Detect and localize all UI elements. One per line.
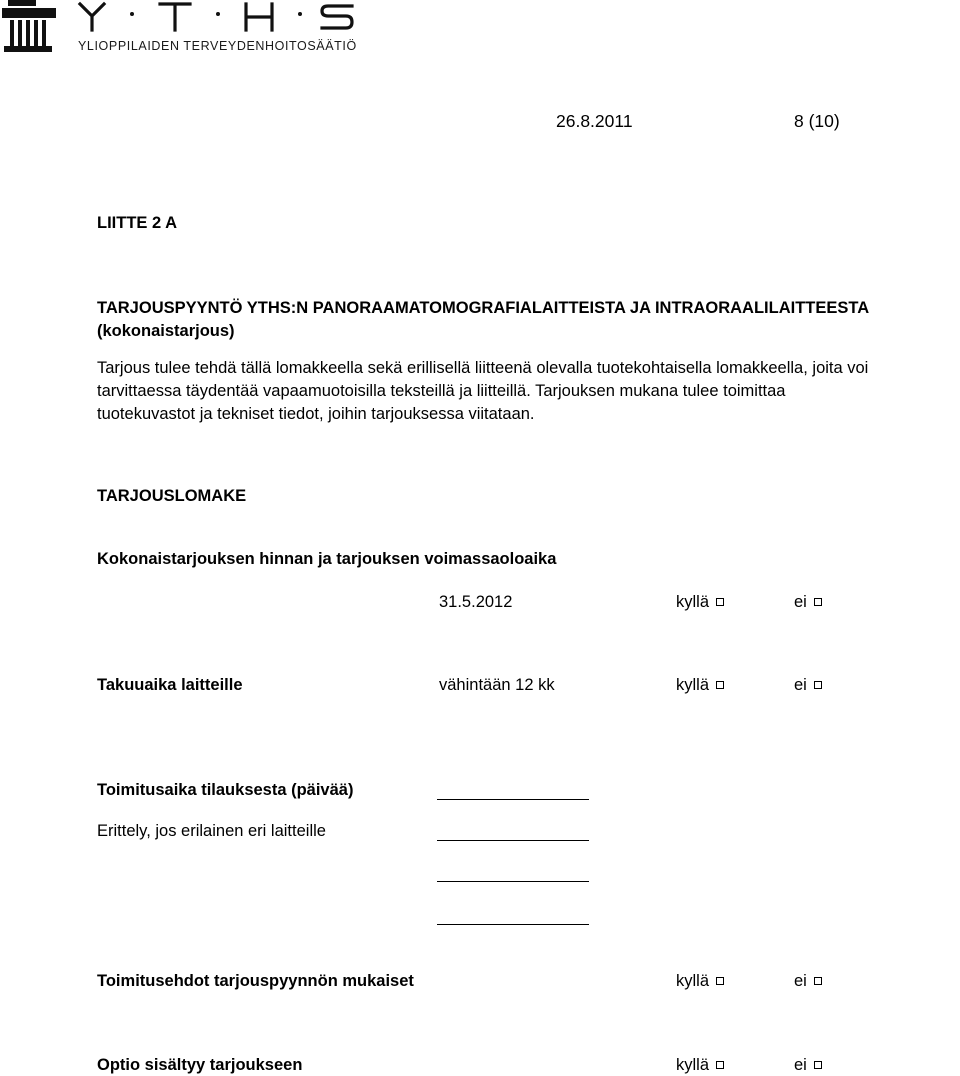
- checkbox[interactable]: [716, 1061, 724, 1069]
- checkbox[interactable]: [716, 977, 724, 985]
- no-label: ei: [794, 676, 807, 694]
- delivery-terms-label: Toimitusehdot tarjouspyynnön mukaiset: [97, 972, 414, 990]
- no-label: ei: [794, 1056, 807, 1074]
- page-number: 8 (10): [794, 111, 840, 131]
- delivery-detail-input-line[interactable]: [437, 840, 589, 841]
- terms-yes-option[interactable]: [676, 972, 724, 991]
- warranty-yes-option[interactable]: [676, 676, 724, 695]
- checkbox[interactable]: [814, 977, 822, 985]
- yths-logo: [0, 0, 360, 60]
- checkbox[interactable]: [716, 681, 724, 689]
- checkbox[interactable]: [814, 681, 822, 689]
- yes-label: kyllä: [676, 593, 710, 611]
- delivery-detail-label: Erittely, jos erilainen eri laitteille: [97, 822, 326, 840]
- no-label: ei: [794, 972, 807, 990]
- price-yes-option[interactable]: [676, 593, 724, 612]
- warranty-value: vähintään 12 kk: [439, 676, 555, 694]
- delivery-time-input-line[interactable]: [437, 799, 589, 800]
- appendix-label: LIITTE 2 A: [97, 214, 178, 232]
- terms-no-option[interactable]: [794, 972, 822, 991]
- yes-label: kyllä: [676, 972, 710, 990]
- document-date: 26.8.2011: [556, 111, 633, 131]
- checkbox[interactable]: [716, 598, 724, 606]
- title-line: (kokonaistarjous): [97, 322, 235, 340]
- no-label: ei: [794, 593, 807, 611]
- intro-line: Tarjous tulee tehdä tällä lomakkeella sekä erillisellä liitteenä olevalla tuotekohtaisella lomakkeella, joita voi: [97, 359, 869, 377]
- yes-label: kyllä: [676, 1056, 710, 1074]
- warranty-no-option[interactable]: [794, 676, 822, 695]
- price-validity-label: Kokonaistarjouksen hinnan ja tarjouksen voimassaoloaika: [97, 550, 557, 568]
- delivery-detail-input-line[interactable]: [437, 881, 589, 882]
- price-validity-value: 31.5.2012: [439, 593, 513, 611]
- intro-line: tarvittaessa täydentää vapaamuotoisilla teksteillä ja liitteillä. Tarjouksen mukana tulee toimittaa: [97, 382, 786, 400]
- options-label: Optio sisältyy tarjoukseen: [97, 1056, 303, 1074]
- yes-label: kyllä: [676, 676, 710, 694]
- delivery-detail-input-line[interactable]: [437, 924, 589, 925]
- logo-subtitle: YLIOPPILAIDEN TERVEYDENHOITOSÄÄTIÖ: [78, 39, 357, 53]
- checkbox[interactable]: [814, 1061, 822, 1069]
- price-no-option[interactable]: [794, 593, 822, 612]
- form-heading: TARJOUSLOMAKE: [97, 487, 247, 505]
- delivery-time-label: Toimitusaika tilauksesta (päivää): [97, 781, 354, 799]
- title-line: TARJOUSPYYNTÖ YTHS:N PANORAAMATOMOGRAFIALAITTEISTA JA INTRAORAALILAITTEESTA: [97, 299, 870, 317]
- options-yes-option[interactable]: [676, 1056, 724, 1075]
- intro-paragraph: [97, 357, 957, 426]
- intro-line: tuotekuvastot ja tekniset tiedot, joihin tarjouksessa viitataan.: [97, 405, 535, 423]
- checkbox[interactable]: [814, 598, 822, 606]
- options-no-option[interactable]: [794, 1056, 822, 1075]
- warranty-label: Takuuaika laitteille: [97, 676, 243, 694]
- document-title: [97, 297, 957, 343]
